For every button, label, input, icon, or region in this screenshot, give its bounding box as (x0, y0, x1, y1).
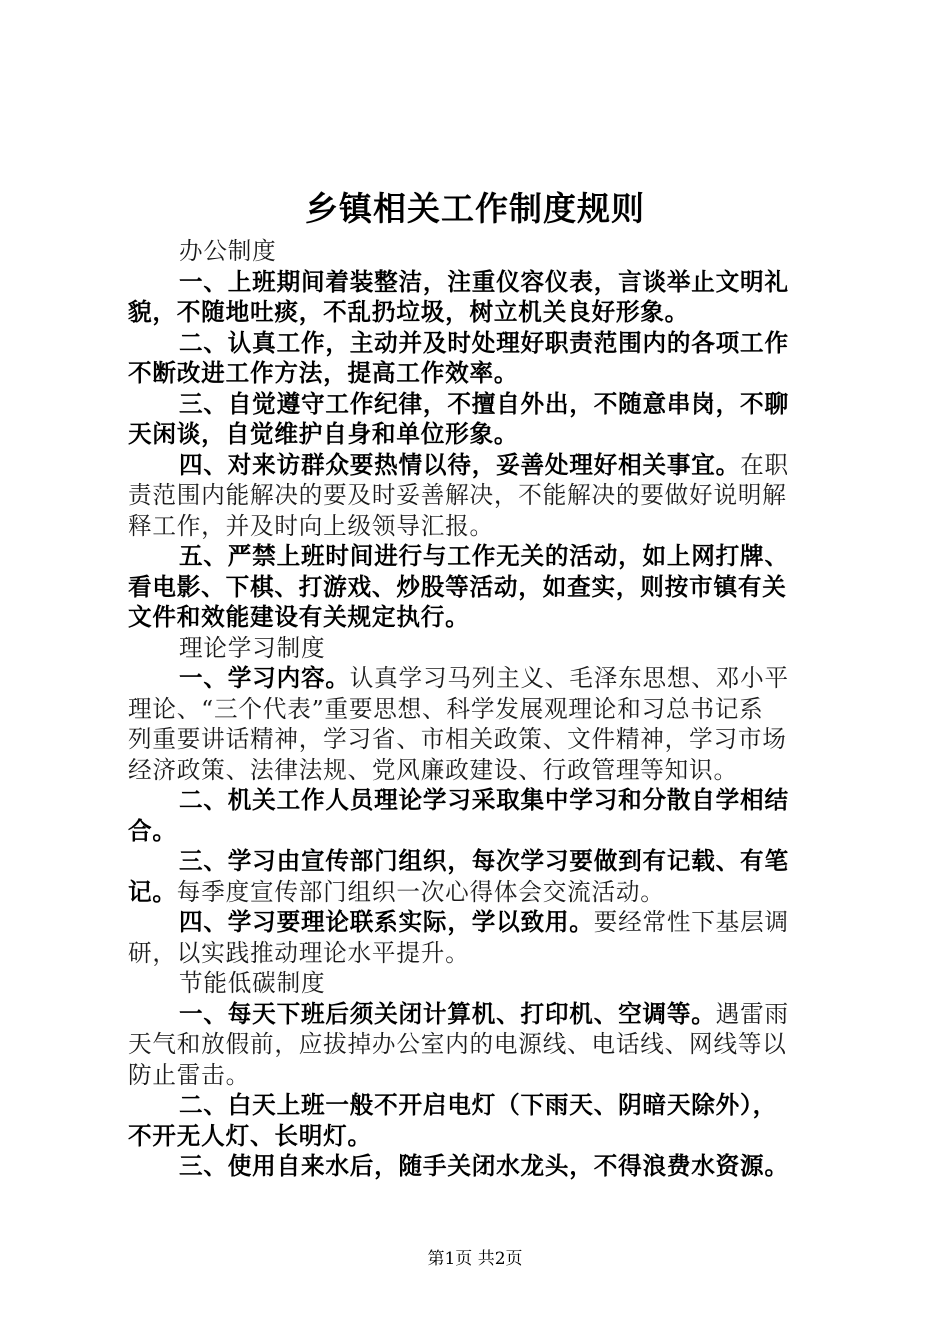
normal-text: 节能低碳制度 (179, 969, 326, 997)
text-line (128, 999, 832, 1030)
normal-text: 要经常性下基层调 (593, 908, 789, 936)
text-line (128, 1060, 832, 1091)
bold-text: 五、严禁上班时间进行与工作无关的活动，如上网打牌、 (179, 542, 789, 570)
text-line (128, 389, 832, 420)
bold-text: 看电影、下棋、打游戏、炒股等活动，如查实，则按市镇有关 (128, 572, 787, 601)
text-line (128, 907, 832, 938)
normal-text: 责范围内能解决的要及时妥善解决，不能解决的要做好说明解 (128, 481, 787, 509)
normal-text: 列重要讲话精神，学习省、市相关政策、文件精神，学习市场 (128, 725, 787, 753)
text-line (128, 816, 832, 847)
normal-text: 理论、“三个代表”重要思想、科学发展观理论和习总书记系 (128, 694, 764, 723)
text-line (128, 846, 832, 877)
text-line (128, 1090, 832, 1121)
text-line (128, 724, 832, 755)
page-footer: 第1页 共2页 (427, 1249, 523, 1269)
text-line (128, 541, 832, 572)
document-title: 乡镇相关工作制度规则 (305, 189, 645, 228)
text-line (128, 267, 832, 298)
text-line (128, 938, 832, 969)
bold-text: 四、学习要理论联系实际，学以致用。 (179, 908, 594, 936)
text-line (128, 694, 832, 725)
text-line (128, 633, 832, 664)
bold-text: 二、认真工作，主动并及时处理好职责范围内的各项工作 (179, 328, 789, 357)
normal-text: 理论学习制度 (179, 633, 326, 662)
bold-text: 天闲谈，自觉维护自身和单位形象。 (128, 420, 519, 448)
text-line (128, 877, 832, 908)
normal-text: 遇雷雨 (715, 999, 789, 1028)
bold-text: 不开无人灯、长明灯。 (128, 1121, 372, 1150)
bold-text: 二、白天上班一般不开启电灯（下雨天、阴暗天除外）， (179, 1091, 778, 1119)
normal-text: 经济政策、法律法规、党风廉政建设、行政管理等知识。 (128, 755, 738, 784)
text-line (128, 755, 832, 786)
document-body (128, 236, 832, 1182)
text-line (128, 419, 832, 450)
text-line (128, 450, 832, 481)
text-line (128, 602, 832, 633)
text-line (128, 1151, 832, 1182)
normal-text: 办公制度 (179, 237, 277, 265)
bold-text: 记。 (128, 877, 177, 906)
bold-text: 合。 (128, 816, 177, 845)
bold-text: 文件和效能建设有关规定执行。 (128, 603, 470, 631)
bold-text: 四、对来访群众要热情以待，妥善处理好相关事宜。 (179, 450, 741, 479)
text-line (128, 572, 832, 603)
text-line (128, 1029, 832, 1060)
bold-text: 一、每天下班后须关闭计算机、打印机、空调等。 (179, 999, 716, 1028)
normal-text: 释工作，并及时向上级领导汇报。 (128, 511, 494, 540)
text-line (128, 358, 832, 389)
text-line (128, 968, 832, 999)
bold-text: 三、学习由宣传部门组织，每次学习要做到有记载、有笔 (179, 847, 789, 875)
text-line (128, 297, 832, 328)
text-line (128, 328, 832, 359)
text-line (128, 785, 832, 816)
bold-text: 一、学习内容。 (179, 664, 350, 692)
text-line (128, 480, 832, 511)
text-line (128, 511, 832, 542)
normal-text: 防止雷击。 (128, 1060, 250, 1089)
text-line (128, 1121, 832, 1152)
normal-text: 每季度宣传部门组织一次心得体会交流活动。 (176, 877, 665, 906)
normal-text: 研，以实践推动理论水平提升。 (128, 938, 470, 967)
text-line (128, 663, 832, 694)
normal-text: 在职 (740, 450, 789, 479)
bold-text: 不断改进工作方法，提高工作效率。 (128, 359, 519, 387)
bold-text: 二、机关工作人员理论学习采取集中学习和分散自学相结 (179, 786, 789, 814)
normal-text: 认真学习马列主义、毛泽东思想、邓小平 (349, 664, 789, 692)
normal-text: 天气和放假前，应拔掉办公室内的电源线、电话线、网线等以 (128, 1030, 787, 1058)
bold-text: 三、自觉遵守工作纪律，不擅自外出，不随意串岗，不聊 (179, 389, 789, 418)
bold-text: 一、上班期间着装整洁，注重仪容仪表，言谈举止文明礼 (179, 267, 789, 296)
bold-text: 貌，不随地吐痰，不乱扔垃圾，树立机关良好形象。 (128, 298, 690, 326)
bold-text: 三、使用自来水后，随手关闭水龙头，不得浪费水资源。 (179, 1152, 789, 1180)
text-line (128, 236, 832, 267)
